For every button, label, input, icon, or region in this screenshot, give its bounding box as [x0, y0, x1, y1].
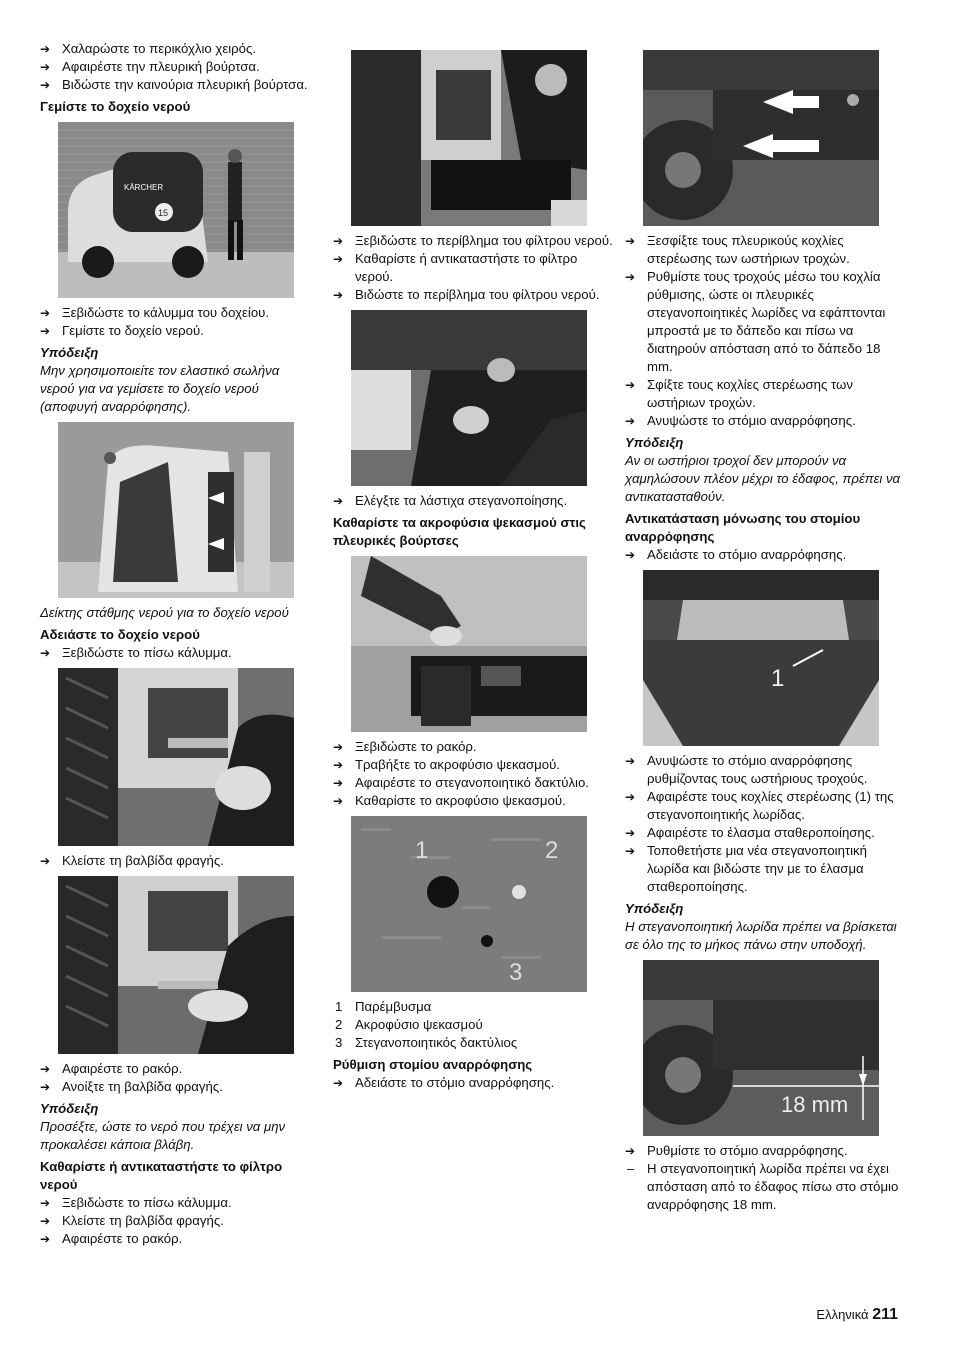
arrow-right-icon: ➔	[625, 234, 636, 248]
arrow-right-icon: ➔	[333, 288, 344, 302]
step-list	[625, 1142, 907, 1160]
step-text: Καθαρίστε ή αντικαταστήστε το φίλτρο νερού.	[355, 251, 578, 284]
step-item	[40, 1194, 315, 1212]
section-heading-clean-filter: Καθαρίστε ή αντικαταστήστε το φίλτρο νερού	[40, 1159, 283, 1192]
step-item	[625, 376, 907, 412]
column-left	[40, 40, 315, 1248]
step-text: Αφαιρέστε τους κοχλίες στερέωσης (1) της στεγανοποιητικής λωρίδας.	[647, 789, 894, 822]
note-heading: Υπόδειξη	[40, 1101, 99, 1116]
step-item	[625, 268, 907, 376]
step-text: Σφίξτε τους κοχλίες στερέωσης των ωστήριων τροχών.	[647, 377, 853, 410]
legend-item	[333, 1034, 613, 1052]
step-item	[40, 304, 315, 322]
step-text: Ξεσφίξτε τους πλευρικούς κοχλίες στερέωσης των ωστήριων τροχών.	[647, 233, 850, 266]
photo-nozzle-parts	[351, 816, 587, 992]
step-item	[625, 412, 907, 430]
step-item	[40, 1212, 315, 1230]
arrow-right-icon: ➔	[625, 790, 636, 804]
legend-text: Στεγανοποιητικός δακτύλιος	[355, 1035, 518, 1050]
label-fixing-bolt: 1	[771, 665, 785, 692]
arrow-right-icon: ➔	[40, 1062, 51, 1076]
arrow-right-icon: ➔	[40, 42, 51, 56]
step-item	[333, 492, 613, 510]
step-text: Ξεβιδώστε το κάλυμμα του δοχείου.	[62, 305, 270, 320]
note-heading: Υπόδειξη	[625, 901, 684, 916]
label-18mm: 18 mm	[781, 1092, 849, 1117]
step-item	[333, 792, 613, 810]
legend-text: Ακροφύσιο ψεκασμού	[355, 1017, 483, 1032]
step-item	[40, 58, 315, 76]
note-heading: Υπόδειξη	[625, 435, 684, 450]
step-text: Ρυθμίστε το στόμιο αναρρόφησης.	[647, 1143, 848, 1158]
column-right	[625, 40, 907, 1214]
step-text: Αδειάστε το στόμιο αναρρόφησης.	[355, 1075, 555, 1090]
step-item	[40, 1078, 315, 1096]
step-list	[333, 492, 613, 510]
photo-remove-union	[58, 876, 294, 1054]
step-item	[625, 752, 907, 788]
step-text: Βιδώστε το περίβλημα του φίλτρου νερού.	[355, 287, 600, 302]
label-seal-ring: 3	[509, 959, 523, 986]
step-text: Ξεβιδώστε το πίσω κάλυμμα.	[62, 645, 232, 660]
section-heading-empty-tank: Αδειάστε το δοχείο νερού	[40, 627, 200, 642]
page-number: 211	[872, 1306, 898, 1323]
arrow-right-icon: ➔	[40, 60, 51, 74]
step-item	[625, 546, 907, 564]
step-item	[40, 1060, 315, 1078]
arrow-right-icon: ➔	[333, 740, 344, 754]
arrow-right-icon: ➔	[625, 1144, 636, 1158]
photo-filter-seals	[351, 310, 587, 486]
step-text: Κλείστε τη βαλβίδα φραγής.	[62, 1213, 224, 1228]
arrow-right-icon: ➔	[40, 1232, 51, 1246]
step-item	[333, 774, 613, 792]
dash-text: Η στεγανοποιητική λωρίδα πρέπει να έχει απόσταση από το έδαφος πίσω στο στόμιο αναρρόφησης 18 mm.	[647, 1161, 899, 1212]
footer-language: Ελληνικά	[816, 1307, 869, 1322]
step-text: Ανυψώστε το στόμιο αναρρόφησης ρυθμίζοντας τους ωστήριους τροχούς.	[647, 753, 868, 786]
arrow-right-icon: ➔	[333, 758, 344, 772]
arrow-right-icon: ➔	[625, 378, 636, 392]
photo-18mm-clearance	[643, 960, 879, 1136]
legend-number: 3	[335, 1035, 343, 1050]
step-item	[40, 40, 315, 58]
step-text: Αφαιρέστε την πλευρική βούρτσα.	[62, 59, 260, 74]
legend-item	[333, 1016, 613, 1034]
step-text: Αφαιρέστε το ρακόρ.	[62, 1231, 183, 1246]
section-heading-adjust-suction: Ρύθμιση στομίου αναρρόφησης	[333, 1057, 533, 1072]
figure-legend	[333, 998, 613, 1052]
step-list	[40, 304, 315, 340]
step-item	[333, 250, 613, 286]
step-list	[40, 644, 315, 662]
arrow-right-icon: ➔	[333, 1076, 344, 1090]
step-item	[40, 1230, 315, 1248]
arrow-right-icon: ➔	[625, 754, 636, 768]
note-text: Μην χρησιμοποιείτε τον ελαστικό σωλήνα νερού για να γεμίσετε το δοχείο νερού (αποφυγή αναρρόφησης).	[40, 363, 280, 414]
arrow-right-icon: ➔	[40, 78, 51, 92]
arrow-right-icon: ➔	[40, 646, 51, 660]
step-list	[40, 40, 315, 94]
step-text: Ξεβιδώστε το περίβλημα του φίλτρου νερού.	[355, 233, 613, 248]
photo-filling-water-tank	[58, 122, 294, 298]
step-item	[625, 232, 907, 268]
step-item	[625, 1142, 907, 1160]
arrow-right-icon: ➔	[40, 854, 51, 868]
label-nozzle: 2	[545, 837, 559, 864]
photo-brand-label: KÄRCHER	[124, 183, 164, 192]
photo-spray-nozzle	[351, 556, 587, 732]
step-item	[333, 738, 613, 756]
step-list	[625, 232, 907, 430]
arrow-right-icon: ➔	[625, 270, 636, 284]
step-text: Τοποθετήστε μια νέα στεγανοποιητική λωρίδα και βιδώστε την με το έλασμα σταθεροποίησης.	[647, 843, 867, 894]
arrow-right-icon: ➔	[40, 1196, 51, 1210]
arrow-right-icon: ➔	[333, 234, 344, 248]
note-heading: Υπόδειξη	[40, 345, 99, 360]
step-item	[333, 756, 613, 774]
arrow-right-icon: ➔	[625, 844, 636, 858]
legend-text: Παρέμβυσμα	[355, 999, 432, 1014]
step-list	[40, 852, 315, 870]
note-text: Η στεγανοποιητική λωρίδα πρέπει να βρίσκεται σε όλο της το μήκος πάνω στην υποδοχή.	[625, 919, 897, 952]
step-text: Χαλαρώστε το περικόχλιο χειρός.	[62, 41, 256, 56]
arrow-right-icon: ➔	[333, 252, 344, 266]
step-text: Ξεβιδώστε το πίσω κάλυμμα.	[62, 1195, 232, 1210]
section-heading-replace-seal: Αντικατάσταση μόνωσης του στομίου αναρρόφησης	[625, 511, 861, 544]
step-text: Γεμίστε το δοχείο νερού.	[62, 323, 204, 338]
photo-filter-housing	[351, 50, 587, 226]
step-item	[40, 644, 315, 662]
step-text: Ρυθμίστε τους τροχούς μέσω του κοχλία ρύθμισης, ώστε οι πλευρικές στεγανοποιητικές λωρίδες να εφάπτονται μπροστά με το δάπεδο και πίσω να διατηρούν απόσταση από το δάπεδο 18 mm.	[647, 269, 886, 374]
arrow-right-icon: ➔	[625, 414, 636, 428]
photo-support-wheel-bolts	[643, 50, 879, 226]
step-item	[40, 76, 315, 94]
step-text: Ελέγξτε τα λάστιχα στεγανοποίησης.	[355, 493, 568, 508]
arrow-right-icon: ➔	[625, 548, 636, 562]
step-item	[625, 842, 907, 896]
arrow-right-icon: ➔	[40, 1080, 51, 1094]
step-text: Αφαιρέστε το στεγανοποιητικό δακτύλιο.	[355, 775, 589, 790]
legend-number: 2	[335, 1017, 343, 1032]
section-heading-fill-tank: Γεμίστε το δοχείο νερού	[40, 99, 191, 114]
step-list	[333, 1074, 613, 1092]
step-list	[625, 752, 907, 896]
step-text: Αφαιρέστε το ρακόρ.	[62, 1061, 183, 1076]
step-list	[333, 232, 613, 304]
legend-number: 1	[335, 999, 343, 1014]
dash-item: – Η στεγανοποιητική λωρίδα πρέπει να έχει απόσταση από το έδαφος πίσω στο στόμιο αναρρόφησης 18 mm.	[627, 1161, 899, 1212]
step-text: Ανυψώστε το στόμιο αναρρόφησης.	[647, 413, 856, 428]
step-item	[333, 286, 613, 304]
step-item	[40, 322, 315, 340]
step-list	[625, 546, 907, 564]
legend-item	[333, 998, 613, 1016]
arrow-right-icon: ➔	[333, 494, 344, 508]
step-text: Αδειάστε το στόμιο αναρρόφησης.	[647, 547, 847, 562]
note-text: Αν οι ωστήριοι τροχοί δεν μπορούν να χαμηλώσουν πλέον μέχρι το έδαφος, πρέπει να αντικατασταθούν.	[625, 453, 901, 504]
step-item	[40, 852, 315, 870]
photo-number-label: 15	[158, 208, 169, 218]
photo-water-level-indicator	[58, 422, 294, 598]
photo-suction-seal-strip	[643, 570, 879, 746]
arrow-right-icon: ➔	[40, 324, 51, 338]
step-list	[40, 1194, 315, 1248]
step-item	[333, 232, 613, 250]
photo-rear-cover-valve	[58, 668, 294, 846]
step-text: Τραβήξτε το ακροφύσιο ψεκασμού.	[355, 757, 560, 772]
step-text: Καθαρίστε το ακροφύσιο ψεκασμού.	[355, 793, 566, 808]
arrow-right-icon: ➔	[333, 776, 344, 790]
step-text: Αφαιρέστε το έλασμα σταθεροποίησης.	[647, 825, 875, 840]
column-middle	[333, 40, 613, 1092]
label-gasket: 1	[415, 837, 429, 864]
page-footer	[816, 1306, 898, 1324]
step-item	[625, 824, 907, 842]
section-heading-clean-nozzles: Καθαρίστε τα ακροφύσια ψεκασμού στις πλευρικές βούρτσες	[333, 515, 586, 548]
step-text: Ανοίξτε τη βαλβίδα φραγής.	[62, 1079, 223, 1094]
step-text: Κλείστε τη βαλβίδα φραγής.	[62, 853, 224, 868]
arrow-right-icon: ➔	[333, 794, 344, 808]
step-text: Ξεβιδώστε το ρακόρ.	[355, 739, 477, 754]
step-text: Βιδώστε την καινούρια πλευρική βούρτσα.	[62, 77, 308, 92]
arrow-right-icon: ➔	[625, 826, 636, 840]
arrow-right-icon: ➔	[40, 1214, 51, 1228]
note-text: Προσέξτε, ώστε το νερό που τρέχει να μην προκαλέσει κάποια βλάβη.	[40, 1119, 286, 1152]
photo-caption: Δείκτης στάθμης νερού για το δοχείο νερού	[40, 605, 289, 620]
arrow-right-icon: ➔	[40, 306, 51, 320]
step-item	[625, 788, 907, 824]
step-list	[40, 1060, 315, 1096]
step-item	[333, 1074, 613, 1092]
step-list	[333, 738, 613, 810]
